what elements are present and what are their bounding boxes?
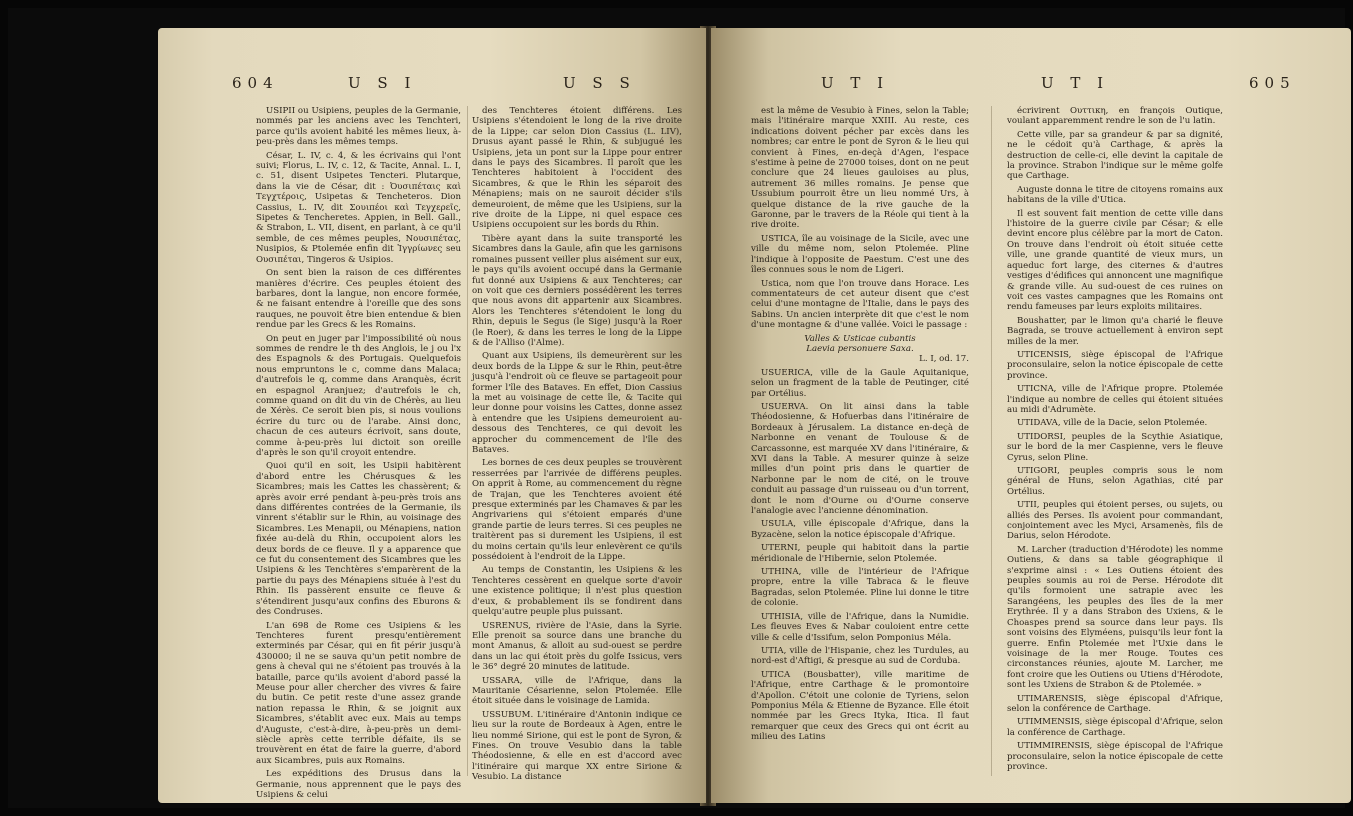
paragraph: UTIGORI, peuples compris sous le nom général de Huns, selon Agathias, cité par Ortélius. xyxy=(1007,466,1223,497)
paragraph: USRENUS, rivière de l'Asie, dans la Syrie. Elle prenoit sa source dans une branche du mont Amanus, & alloit au sud-ouest se perdre dans un lac qui étoit près du golfe Issicus, vers le 36° degré 20 minutes de latitude. xyxy=(472,620,682,673)
paragraph: UTHISIA, ville de l'Afrique, dans la Numidie. Les fleuves Eves & Nabar couloient entre cette ville & celle d'Issifum, selon Pomponius Méla. xyxy=(751,611,969,643)
paragraph: UTICNA, ville de l'Afrique propre. Ptolemée l'indique au nombre de celles qui étoient situées au midi d'Adrumète. xyxy=(1007,384,1223,415)
paragraph: UTIA, ville de l'Hispanie, chez les Turdules, au nord-est d'Aftigi, & presque au sud de Corduba. xyxy=(751,645,969,667)
paragraph: écrivirent Ουττικη, en françois Outique, voulant apparemment rendre le son de l'u latin. xyxy=(1007,106,1223,127)
paragraph: USIPII ou Usipiens, peuples de la Germanie, nommés par les anciens avec les Tenchteri, parce qu'ils avoient habité les mêmes lieux, à-peu-près dans les mêmes temps. xyxy=(256,106,461,148)
column-divider xyxy=(991,106,992,776)
paragraph: Les bornes de ces deux peuples se trouvèrent resserrées par l'arrivée de différens peuples. On apprit à Rome, au commencement du règne de Trajan, que les Tenchteres avoient été presque exterminés par les Chamaves & par les Angrivariens qui s'étoient emparés d'une grande partie de leurs terres. Si ces peuples ne traitèrent pas si durement les Usipiens, il est du moins certain qu'ils leur enlevèrent ce qu'ils possédoient à l'endroit de la Lippe. xyxy=(472,458,682,563)
paragraph: est la même de Vesubio à Fines, selon la Table; mais l'itinéraire marque XXIII. Au reste, ces indications doivent pécher par excès dans les nombres; car entre le pont de Syron & le lieu qui convient à Fines, en-deçà d'Agen, l'espace s'estime à peine de 27000 toises, dont on ne peut conclure que 24 lieues gauloises au plus, autrement 36 milles romains. Je pense que Ussubium pourroit être un lieu nommé Urs, à quelque distance de la rive gauche de la Garonne, par le travers de la Réole qui tient à la rive droite. xyxy=(751,106,969,231)
paragraph: UTHINA, ville de l'intérieur de l'Afrique propre, entre la ville Tabraca & le fleuve Bagradas, selon Ptolemée. Pline lui donne le titre de colonie. xyxy=(751,567,969,609)
paragraph: César, L. IV, c. 4, & les écrivains qui l'ont suivi; Florus, L. IV, c. 12, & Tacite, Annal. L. I, c. 51, disent Usipetes Tencteri. Plutarque, dans la vie de César, dit : Ὀυσιπέταις καὶ Τεγχτέροις, Usipetas & Tencheteros. Dion Cassius, L. IV, dit Σουιπέοι καὶ Τεγχερεῖς, Sipetes & Tencheretes. Appien, in Bell. Gall., & Strabon, L. VII, disent, en parlant, à ce qu'il semble, de ces mêmes peuples, Νουσιπέτας, Nusipios, & Ptolemée enfin dit Ἰγγρίωνες seu Ουσιπέται, Tingeros & Usipios. xyxy=(256,150,461,265)
running-head-right: U T I xyxy=(1041,74,1110,92)
paragraph: UTIMMIRENSIS, siège épiscopal de l'Afrique proconsulaire, selon la notice épiscopale de cette province. xyxy=(1007,741,1223,772)
paragraph: UTIDAVA, ville de la Dacie, selon Ptolemée. xyxy=(1017,418,1208,429)
right-column-2 xyxy=(1007,106,1223,775)
paragraph: Les expéditions des Drusus dans la Germanie, nous apprennent que le pays des Usipiens & celui xyxy=(256,769,461,800)
verse-line: Laevia personuere Saxa. xyxy=(806,343,914,354)
paragraph: UTIMMENSIS, siège épiscopal d'Afrique, selon la conférence de Carthage. xyxy=(1007,717,1223,738)
right-page-header xyxy=(711,74,1351,98)
left-page-header xyxy=(158,74,706,98)
paragraph: UTIDORSI, peuples de la Scythie Asiatique, sur le bord de la mer Caspienne, vers le fleuve Cyrus, selon Pline. xyxy=(1007,431,1223,463)
paragraph: Ustica, nom que l'on trouve dans Horace. Les commentateurs de cet auteur disent que c'est celui d'une montagne de l'Italie, dans le pays des Sabins. Un ancien interprète dit que c'est le nom d'une montagne & d'une vallée. Voici le passage : xyxy=(751,278,969,331)
paragraph: L'an 698 de Rome ces Usipiens & les Tenchteres furent presqu'entièrement exterminés par César, qui en fit périr jusqu'à 430000; il ne se sauva qu'un petit nombre de gens à cheval qui ne s'étoient pas trouvés à la bataille, parce qu'ils avoient d'abord passé la Meuse pour aller chercher des vivres & faire du butin. Ce petit reste d'une assez grande nation repassa le Rhin, & se joignit aux Sicambres, s'établit avec eux. Mais au temps d'Auguste, c'est-à-dire, à-peu-près un demi-siècle après cette terrible défaite, ils se trouvèrent en état de faire la guerre, d'abord aux Sicambres, puis aux Romains. xyxy=(256,620,461,766)
running-head-left: U S I xyxy=(348,74,417,92)
paragraph: USSUBUM. L'itinéraire d'Antonin indique ce lieu sur la route de Bordeaux à Agen, entre le lieu nommé Sirione, qui est le pont de Syron, & Fines. On trouve Vesubio dans la table Théodosienne, & elle en est d'accord avec l'itinéraire qui marque XX entre Sirione & Vesubio. La distance xyxy=(472,709,682,783)
paragraph: des Tenchteres étoient différens. Les Usipiens s'étendoient le long de la rive droite de la Lippe; car selon Dion Cassius (L. LIV), Drusus ayant passé le Rhin, & subjugué les Usipiens, jeta un pont sur la Lippe pour entrer dans le pays des Sicambres. Il paroît que les Tenchteres habitoient à l'occident des Sicambres, & que le Rhin les séparoit des Ménapiens; mais on ne sauroit décider s'ils demeuroient, de même que les Usipiens, sur la rive droite de la Lippe, ni quel espace ces Usipiens occupoient sur les bords du Rhin. xyxy=(472,106,682,231)
paragraph: USUERVA. On lit ainsi dans la table Théodosienne, & Hofuerbas dans l'itinéraire de Bordeaux à Jérusalem. La distance en-deçà de Narbonne en venant de Toulouse & de Carcassonne, est marquée XV dans l'itinéraire, & XVI dans la Table. A mesurer quinze à seize milles d'un point pris dans le quartier de Narbonne par le nom de cité, on le trouve conduit au passage d'un ruisseau ou d'un torrent, dont le nom d'Ourne ou d'Ourne conserve l'analogie avec l'ancienne dénomination. xyxy=(751,401,969,517)
paragraph: On sent bien la raison de ces différentes manières d'écrire. Ces peuples étoient des barbares, dont la langue, non encore formée, & ne faisant entendre à l'oreille que des sons rauques, ne pouvoit être bien entendue & bien rendue par les Grecs & les Romains. xyxy=(256,268,461,331)
open-book xyxy=(8,8,1345,808)
right-column-1 xyxy=(751,106,969,746)
paragraph: Il est souvent fait mention de cette ville dans l'histoire de la guerre civile par César; & elle devint encore plus célèbre par la mort de Caton. On trouve dans l'endroit où étoit située cette ville, une grande quantité de vieux murs, un aqueduc fort large, des citernes & d'autres vestiges d'édifices qui annoncent une magnifique & grande ville. Au sud-ouest de ces ruines on voit ces vastes campagnes que les Romains ont rendu fameuses par leurs exploits militaires. xyxy=(1007,208,1223,313)
running-head-right: U S S xyxy=(563,74,636,92)
paragraph: Au temps de Constantin, les Usipiens & les Tenchteres cessèrent en quelque sorte d'avoir une existence politique; il n'est plus question d'eux, & probablement ils se fondirent dans quelqu'autre peuple plus puissant. xyxy=(472,565,682,618)
paragraph: UTICA (Bousbatter), ville maritime de l'Afrique, entre Carthage & le promontoire d'Apollon. C'étoit une colonie de Tyriens, selon Pomponius Méla & Etienne de Byzance. Elle étoit nommée par les Grecs Ityka, Itica. Il faut remarquer que ceux des Grecs qui ont écrit au milieu des Latins xyxy=(751,669,969,743)
page-number: 605 xyxy=(1249,74,1296,92)
paragraph: USUERICA, ville de la Gaule Aquitanique, selon un fragment de la table de Peutinger, cité par Ortélius. xyxy=(751,367,969,399)
left-column-2 xyxy=(472,106,682,786)
left-page xyxy=(158,28,706,803)
paragraph: UTICENSIS, siège épiscopal de l'Afrique proconsulaire, selon la notice épiscopale de cette province. xyxy=(1007,349,1223,381)
paragraph: UTIMARENSIS, siège épiscopal d'Afrique, selon la conférence de Carthage. xyxy=(1007,693,1223,714)
paragraph: Cette ville, par sa grandeur & par sa dignité, ne le cédoit qu'à Carthage, & après la destruction de celle-ci, elle devint la capitale de la province. Strabon l'indique sur le même golfe que Carthage. xyxy=(1007,129,1223,182)
paragraph: On peut en juger par l'impossibilité où nous sommes de rendre le th des Anglois, le j ou l'x des Espagnols & des Portugais. Quelquefois nous empruntons le c, comme dans Malaca; d'autrefois le q, comme dans Aranquès, écrit en espagnol Aranjuez; d'autrefois le ch, comme quand on dit du vin de Chérès, au lieu de Xérès. Ce seroit bien pis, si nous voulions écrire du turc ou de l'arabe. Ainsi donc, chacun de ces auteurs écrivoit, sans doute, comme à-peu-près lui dictoit son oreille d'après le son qu'il croyoit entendre. xyxy=(256,333,461,458)
citation: L. I, od. 17. xyxy=(919,354,969,365)
column-divider xyxy=(467,106,468,776)
paragraph: Quoi qu'il en soit, les Usipii habitèrent d'abord entre les Chérusques & les Sicambres; mais les Cattes les chassèrent; & après avoir erré pendant à-peu-près trois ans dans différentes contrées de la Germanie, ils vinrent s'établir sur le Rhin, au voisinage des Sicambres. Les Menapii, ou Ménapiens, nation fixée au-delà du Rhin, occupoient alors les deux bords de ce fleuve. Il y a apparence que ce fut du consentement des Sicambres que les Usipiens & les Tenchtères s'emparèrent de la partie du pays des Ménapiens située à l'est du Rhin. Ils passèrent ensuite ce fleuve & s'étendirent jusqu'aux confins des Eburons & des Condruses. xyxy=(256,461,461,618)
page-number: 604 xyxy=(232,74,279,92)
paragraph: UTERNI, peuple qui habitoit dans la partie méridionale de l'Hibernie, selon Ptolemée. xyxy=(751,543,969,564)
verse-line: Valles & Usticae cubantis xyxy=(804,333,916,344)
paragraph: UTII, peuples qui étoient perses, ou sujets, ou alliés des Perses. Ils avoient pour commandant, conjointement avec les Myci, Arsamenès, fils de Darius, selon Hérodote. xyxy=(1007,500,1223,542)
paragraph: Tibère ayant dans la suite transporté les Sicambres dans la Gaule, afin que les garnisons romaines pussent veiller plus aisément sur eux, le pays qu'ils avoient occupé dans la Germanie fut donné aux Usipiens & aux Tenchteres; car on voit que ces derniers possédèrent les terres que nous avons dit appartenir aux Sicambres. Alors les Tenchteres s'étendoient le long du Rhin, depuis le Segus (le Sige) jusqu'à la Roer (le Roer), & dans les terres le long de la Lippe & de l'Alliso (l'Alme). xyxy=(472,233,682,348)
right-page xyxy=(711,28,1351,803)
paragraph: Quant aux Usipiens, ils demeurèrent sur les deux bords de la Lippe & sur le Rhin, peut-être jusqu'à l'endroit où ce fleuve se partageoit pour former l'île des Bataves. En effet, Dion Cassius la met au voisinage de cette île, & Tacite qui leur donne pour voisins les Cattes, donne assez à entendre que les Usipiens demeuroient au-dessous des Tenchteres, ce qui devoit les approcher du commencement de l'île des Bataves. xyxy=(472,351,682,455)
running-head-left: U T I xyxy=(821,74,890,92)
paragraph: Boushatter, par le limon qu'a charié le fleuve Bagrada, se trouve actuellement à environ sept milles de la mer. xyxy=(1007,315,1223,347)
left-column-1 xyxy=(256,106,461,803)
paragraph: USSARA, ville de l'Afrique, dans la Mauritanie Césarienne, selon Ptolemée. Elle étoit située dans le voisinage de Lamida. xyxy=(472,675,682,707)
paragraph: USULA, ville épiscopale d'Afrique, dans la Byzacène, selon la notice épiscopale d'Afrique. xyxy=(751,519,969,540)
paragraph: USTICA, île au voisinage de la Sicile, avec une ville du même nom, selon Ptolemée. Pline l'indique à l'opposite de Paestum. C'est une des îles connues sous le nom de Ligeri. xyxy=(751,233,969,276)
paragraph: M. Larcher (traduction d'Hérodote) les nomme Outiens, & dans sa table géographique il s'exprime ainsi : « Les Outiens étoient des peuples soumis au roi de Perse. Hérodote dit qu'ils formoient une satrapie avec les Sarangéens, les peuples des îles de la mer Erythrée. Il y a dans Strabon des Uxiens, & le Choaspes prend sa source dans leur pays. Ils sont voisins des Elyméens, puisqu'ils leur font la guerre. Enfin Ptolemée met l'Uxie dans le voisinage de la mer Rouge. Toutes ces circonstances réunies, ajoute M. Larcher, me font croire que les Outiens ou Utiens d'Hérodote, sont les Uxiens de Strabon & de Ptolemée. » xyxy=(1007,544,1223,691)
paragraph: Auguste donna le titre de citoyens romains aux habitans de la ville d'Utica. xyxy=(1007,184,1223,206)
